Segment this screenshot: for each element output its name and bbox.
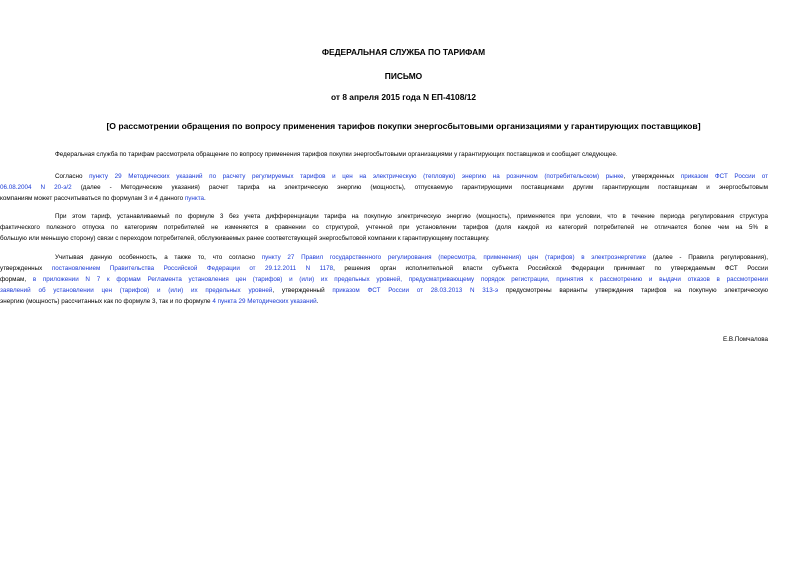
- paragraph-intro: [55, 150, 768, 161]
- paragraph-line: фактического полезного отпуска по категориям потребителей не изменяется в сравнении со структурой, учтенной при установлении тарифов (доля каждой из категорий потребителей не отличается более чем на 5% в: [0, 223, 768, 231]
- text-run: Согласно: [55, 173, 90, 180]
- text-run: .: [204, 194, 206, 202]
- paragraph-line: [55, 253, 768, 264]
- paragraph-line: Федеральная служба по тарифам рассмотрела обращение по вопросу применения тарифов покупки энергосбытовыми организациями у гарантирующих поставщиков и сообщает следующее.: [55, 151, 618, 158]
- signatory-name: Е.В.Помчалова: [722, 336, 768, 343]
- paragraph-methodology: [0, 172, 768, 205]
- link-regulation-rules-point-27[interactable]: пункту 27 Правил государственного регулирования (пересмотра, применения) цен (тарифов) в электроэнергетике: [261, 254, 647, 261]
- link-fst-order-313[interactable]: приказом ФСТ России от 28.03.2013 N 313-э: [332, 286, 499, 294]
- text-run: формам,: [0, 275, 33, 283]
- text-run: , утвержденных: [623, 173, 681, 180]
- paragraph-line: [0, 264, 768, 275]
- text-run: компаниям может рассчитываться по формулам 3 и 4 данного: [0, 194, 185, 202]
- paragraph-line: [55, 172, 768, 183]
- link-methodology-point-29-item-4[interactable]: 4 пункта 29 Методических указаний: [212, 297, 317, 305]
- paragraph-line: [0, 286, 768, 297]
- paragraph-regulation-rules: [0, 253, 768, 308]
- text-run: энергию (мощность) рассчитанных как по формуле 3, так и по формуле: [0, 297, 213, 305]
- paragraph-line: большую или меньшую сторону) связи с переходом потребителей, обслуживаемых ранее соответствующей энергосбытовой компании к гарантирующему поставщику.: [0, 234, 490, 242]
- document-subject: [О рассмотрении обращения по вопросу применения тарифов покупки энергосбытовыми организациями у гарантирующих поставщиков]: [106, 121, 701, 131]
- link-methodology-point-29[interactable]: пункту 29 Методических указаний по расчету регулируемых тарифов и цен на электрическую (тепловую) энергию на розничном (потребительском) рынке: [89, 173, 624, 180]
- text-run: предусмотрены варианты утверждения тарифов на покупную электрическую: [498, 286, 768, 294]
- document-date-number: от 8 апреля 2015 года N ЕП-4108/12: [330, 92, 477, 102]
- text-run: утвержденных: [0, 264, 52, 272]
- paragraph-line: [0, 194, 768, 205]
- link-fst-order-number[interactable]: 06.08.2004 N 20-э/2: [0, 183, 72, 191]
- text-run: (далее - Методические указания) расчет тарифа на электрическую энергию (мощность), отпускаемую гарантирующими поставщиками другим гарантирующим поставщикам и энергосбытовым: [71, 183, 768, 191]
- paragraph-line: [0, 183, 768, 194]
- text-run: Учитывая данную особенность, а также то, что согласно: [55, 254, 262, 261]
- paragraph-line: [0, 297, 768, 308]
- text-run: , утвержденный: [272, 286, 333, 294]
- paragraph-line: При этом тариф, устанавливаемый по формуле 3 без учета дифференциации тарифа на покупную электрическую энергию (мощность), применяется при условии, что в течение периода регулирования структура: [55, 213, 768, 220]
- link-applications[interactable]: заявлений об установлении цен (тарифов) и (или) их предельных уровней: [0, 286, 273, 294]
- issuing-organization: ФЕДЕРАЛЬНАЯ СЛУЖБА ПО ТАРИФАМ: [321, 47, 486, 57]
- link-fst-order[interactable]: приказом ФСТ России от: [680, 173, 768, 180]
- link-point[interactable]: пункта: [184, 194, 205, 202]
- paragraph-line: [0, 275, 768, 286]
- link-government-decree[interactable]: постановлением Правительства Российской Федерации от 29.12.2011 N 1178: [51, 264, 334, 272]
- paragraph-tariff-conditions: [0, 212, 768, 245]
- text-run: .: [316, 297, 319, 305]
- link-appendix-7[interactable]: в приложении N 7 к формам Регламента установления цен (тарифов) и (или) их предельных уровней, предусматривающему порядок регистрации, принятия к рассмотрению и выдачи отказов в рассмотрении: [32, 275, 768, 283]
- text-run: , решения орган исполнительной власти субъекта Российской Федерации принимает по утверждаемым ФСТ России: [333, 264, 768, 272]
- document-type: ПИСЬМО: [384, 71, 423, 81]
- text-run: (далее - Правила регулирования),: [646, 254, 768, 261]
